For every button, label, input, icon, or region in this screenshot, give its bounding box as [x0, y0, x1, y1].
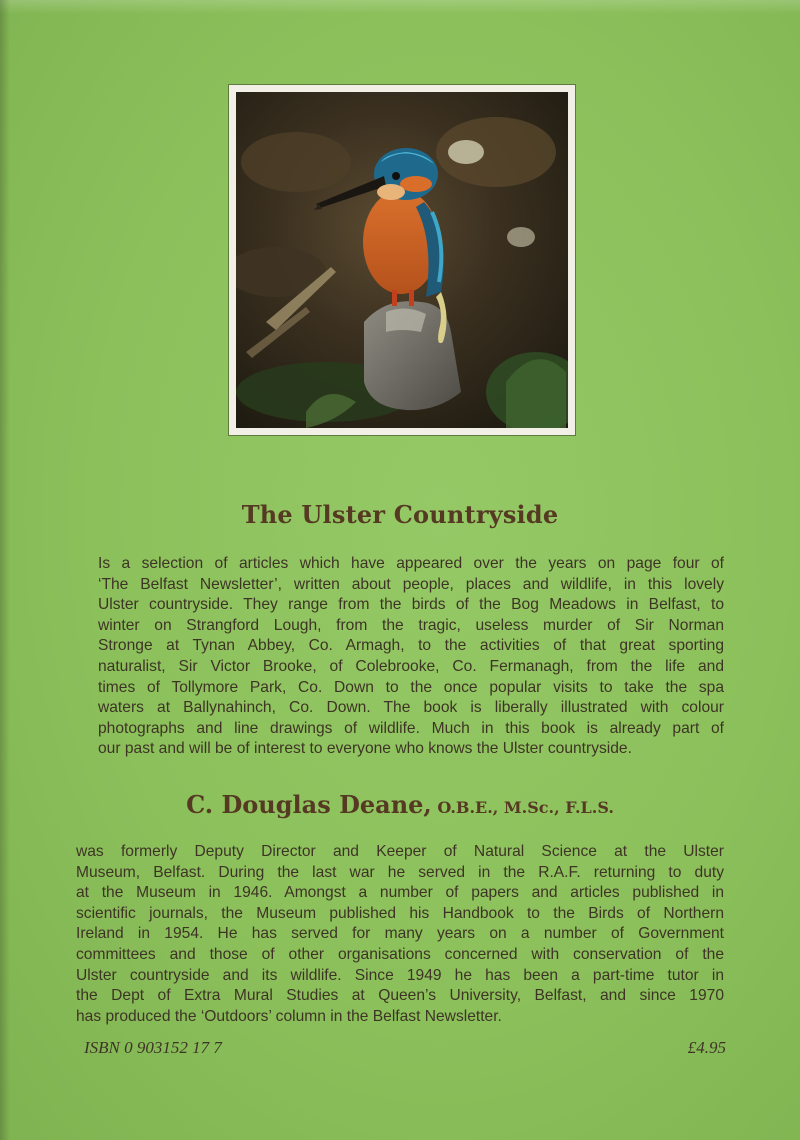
description-line: Is a selection of articles which have appeared over the years on page four of	[98, 555, 724, 572]
kingfisher-photo	[236, 92, 568, 428]
description-line: naturalist, Sir Victor Brooke, of Colebrooke, Co. Fermanagh, from the life and	[98, 657, 724, 675]
biography-line: scientific journals, the Museum published his Handbook to the Birds of Northern	[76, 904, 724, 922]
biography-line: has produced the ‘Outdoors’ column in the Belfast Newsletter.	[76, 1007, 502, 1025]
description-line: winter on Strangford Lough, from the tragic, useless murder of Sir Norman	[98, 616, 724, 634]
biography-line: the Dept of Extra Mural Studies at Queen’s University, Belfast, and since 1970	[76, 987, 724, 1005]
author-biography	[76, 842, 724, 1027]
description-line: our past and will be of interest to everyone who knows the Ulster countryside.	[98, 740, 632, 758]
biography-line: committees and those of other organisations concerned with conservation of the	[76, 945, 724, 963]
biography-line: at the Museum in 1946. Amongst a number of papers and articles published in	[76, 884, 724, 902]
description-line: photographs and line drawings of wildlife. Much in this book is already part of	[98, 719, 724, 737]
description-line: times of Tollymore Park, Co. Down to the once popular visits to take the spa	[98, 678, 724, 696]
description-line: ‘The Belfast Newsletter’, written about people, places and wildlife, in this lovely	[98, 575, 724, 593]
biography-line: Ulster countryside and its wildlife. Since 1949 he has been a part-time tutor in	[76, 966, 724, 984]
description-line: Stronge at Tynan Abbey, Co. Armagh, to the activities of that great sporting	[98, 637, 724, 655]
biography-line: Ireland in 1954. He has served for many years on a number of Government	[76, 925, 724, 943]
biography-line: Museum, Belfast. During the last war he served in the R.A.F. returning to duty	[76, 863, 724, 881]
photo-frame	[229, 85, 575, 435]
author-qualifications: O.B.E., M.Sc., F.L.S.	[431, 798, 614, 817]
description-line: waters at Ballynahinch, Co. Down. The book is liberally illustrated with colour	[98, 699, 724, 717]
author-name: C. Douglas Deane,	[186, 790, 432, 819]
isbn-number: ISBN 0 903152 17 7	[84, 1038, 222, 1057]
biography-line: was formerly Deputy Director and Keeper of Natural Science at the Ulster	[76, 843, 724, 860]
book-title: The Ulster Countryside	[241, 500, 559, 529]
author-heading	[0, 790, 800, 819]
price-label: £4.95	[687, 1038, 726, 1057]
book-description	[76, 554, 724, 760]
description-line: Ulster countryside. They range from the birds of the Bog Meadows in Belfast, to	[98, 596, 724, 614]
